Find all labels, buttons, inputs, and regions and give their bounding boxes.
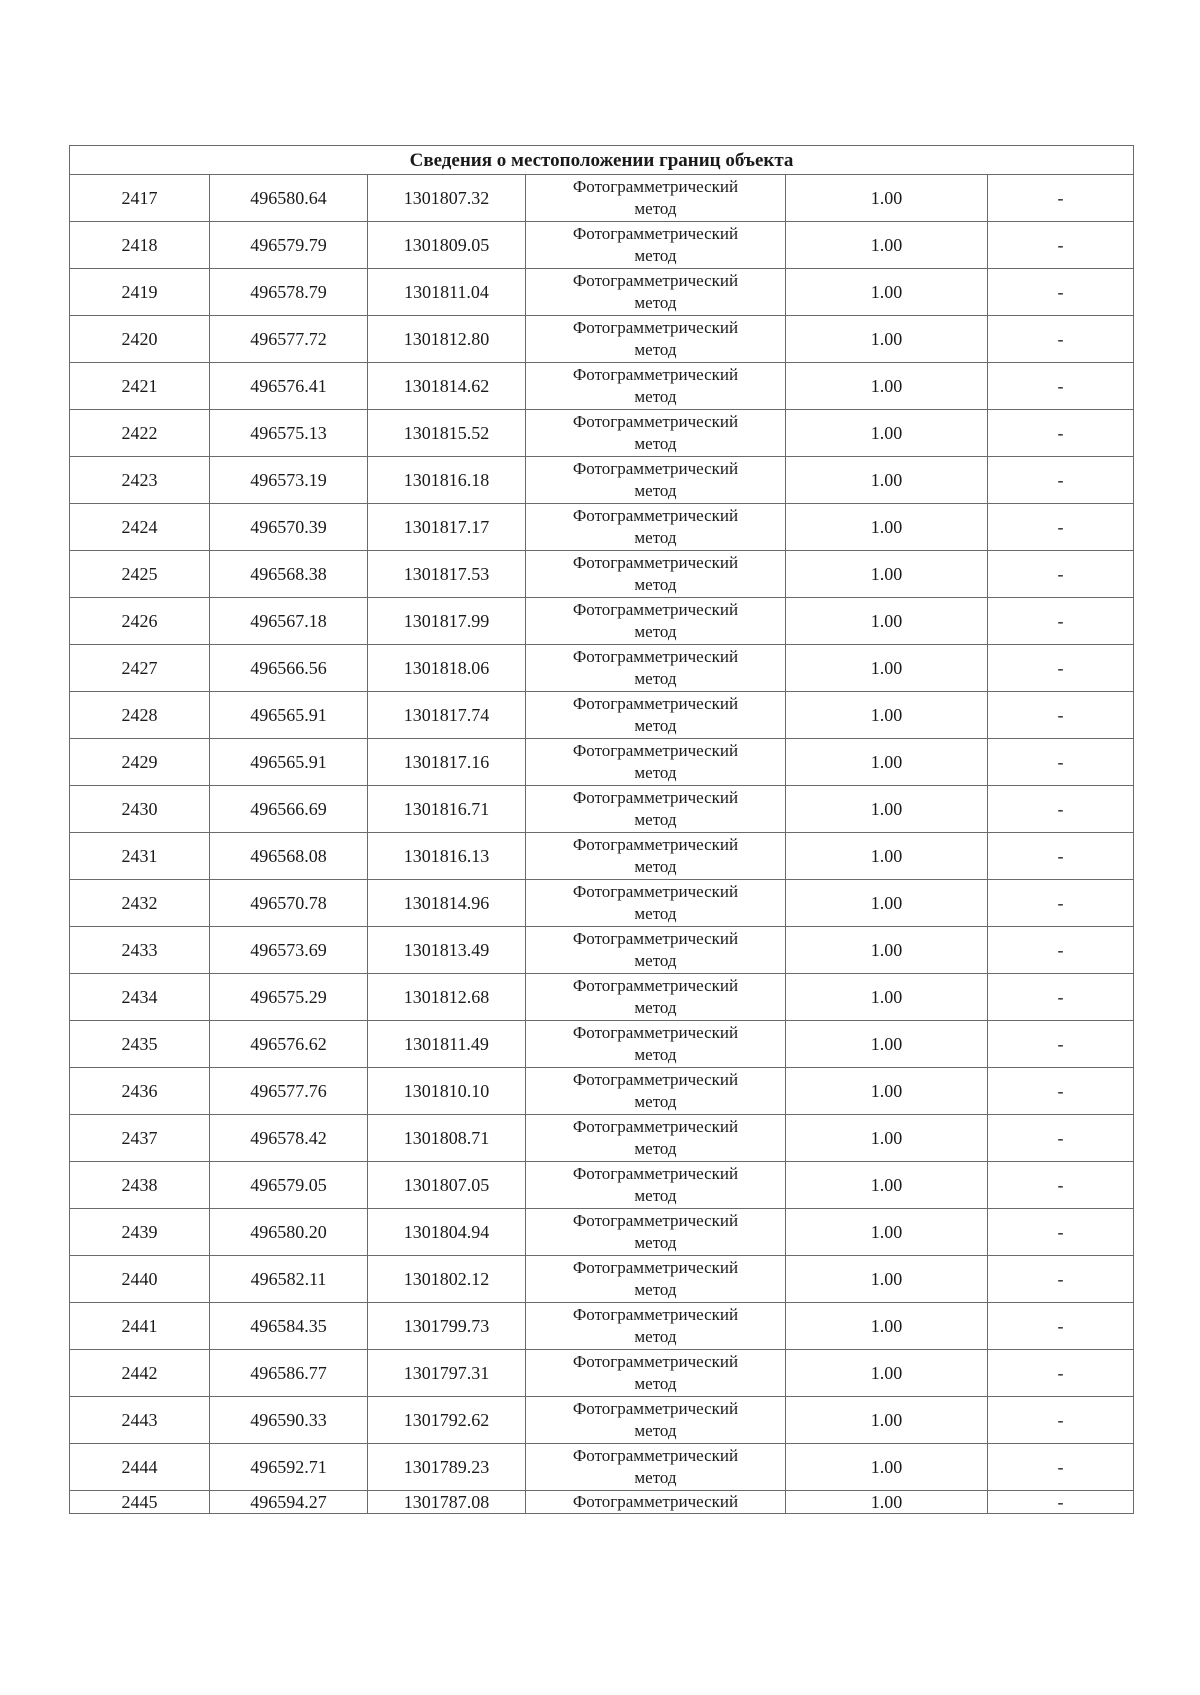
accuracy-cell: 1.00 (786, 504, 988, 551)
method-line-1: Фотограмметрический (572, 365, 739, 384)
method-line-2: метод (634, 199, 677, 218)
note-cell: - (988, 363, 1134, 410)
point-number-cell: 2433 (70, 927, 210, 974)
point-number-cell: 2431 (70, 833, 210, 880)
method-cell (526, 1162, 786, 1209)
note-cell: - (988, 1256, 1134, 1303)
table-row (70, 1491, 1134, 1514)
y-coordinate-cell: 1301814.96 (368, 880, 526, 927)
point-number-cell: 2444 (70, 1444, 210, 1491)
method-line-1: Фотограмметрический (572, 1023, 739, 1042)
point-number-cell: 2436 (70, 1068, 210, 1115)
point-number-cell: 2443 (70, 1397, 210, 1444)
method-cell (526, 1068, 786, 1115)
x-coordinate-cell: 496594.27 (210, 1491, 368, 1514)
note-cell: - (988, 316, 1134, 363)
y-coordinate-cell: 1301817.16 (368, 739, 526, 786)
x-coordinate-cell: 496586.77 (210, 1350, 368, 1397)
x-coordinate-cell: 496565.91 (210, 692, 368, 739)
accuracy-cell: 1.00 (786, 739, 988, 786)
method-line-2: метод (634, 1139, 677, 1158)
table-title-row (70, 146, 1134, 175)
method-line-2: метод (634, 1374, 677, 1393)
y-coordinate-cell: 1301811.49 (368, 1021, 526, 1068)
method-line-2: метод (634, 1045, 677, 1064)
boundary-coordinates-table (69, 145, 1134, 1514)
x-coordinate-cell: 496580.64 (210, 175, 368, 222)
method-line-1: Фотограмметрический (572, 929, 739, 948)
y-coordinate-cell: 1301789.23 (368, 1444, 526, 1491)
method-cell (526, 598, 786, 645)
note-cell: - (988, 739, 1134, 786)
note-cell: - (988, 1397, 1134, 1444)
x-coordinate-cell: 496570.78 (210, 880, 368, 927)
table-body (70, 175, 1134, 1514)
accuracy-cell: 1.00 (786, 786, 988, 833)
method-line-1: Фотограмметрический (572, 1446, 739, 1465)
method-line-2: метод (634, 387, 677, 406)
x-coordinate-cell: 496578.79 (210, 269, 368, 316)
method-cell (526, 457, 786, 504)
y-coordinate-cell: 1301818.06 (368, 645, 526, 692)
accuracy-cell: 1.00 (786, 457, 988, 504)
table-row (70, 410, 1134, 457)
method-line-1: Фотограмметрический (572, 1399, 739, 1418)
method-cell (526, 645, 786, 692)
y-coordinate-cell: 1301787.08 (368, 1491, 526, 1514)
method-cell (526, 1021, 786, 1068)
method-line-1: Фотограмметрический (572, 647, 739, 666)
method-line-1: Фотограмметрический (572, 1070, 739, 1089)
y-coordinate-cell: 1301807.05 (368, 1162, 526, 1209)
y-coordinate-cell: 1301812.68 (368, 974, 526, 1021)
table-row (70, 692, 1134, 739)
x-coordinate-cell: 496568.08 (210, 833, 368, 880)
point-number-cell: 2441 (70, 1303, 210, 1350)
accuracy-cell: 1.00 (786, 1444, 988, 1491)
table-row (70, 316, 1134, 363)
method-line-1: Фотограмметрический (572, 1211, 739, 1230)
accuracy-cell: 1.00 (786, 1068, 988, 1115)
note-cell: - (988, 1491, 1134, 1514)
x-coordinate-cell: 496582.11 (210, 1256, 368, 1303)
method-line-1: Фотограмметрический (572, 1492, 739, 1511)
method-line-2: метод (634, 1468, 677, 1487)
method-cell (526, 363, 786, 410)
y-coordinate-cell: 1301817.74 (368, 692, 526, 739)
method-cell (526, 269, 786, 316)
method-cell (526, 175, 786, 222)
table-row (70, 645, 1134, 692)
note-cell: - (988, 175, 1134, 222)
point-number-cell: 2419 (70, 269, 210, 316)
accuracy-cell: 1.00 (786, 316, 988, 363)
x-coordinate-cell: 496575.29 (210, 974, 368, 1021)
method-cell (526, 1115, 786, 1162)
point-number-cell: 2417 (70, 175, 210, 222)
y-coordinate-cell: 1301792.62 (368, 1397, 526, 1444)
table-row (70, 1115, 1134, 1162)
method-cell (526, 1397, 786, 1444)
method-cell (526, 1303, 786, 1350)
x-coordinate-cell: 496584.35 (210, 1303, 368, 1350)
x-coordinate-cell: 496590.33 (210, 1397, 368, 1444)
x-coordinate-cell: 496576.41 (210, 363, 368, 410)
method-cell (526, 927, 786, 974)
table-row (70, 269, 1134, 316)
method-line-2: метод (634, 716, 677, 735)
method-line-1: Фотограмметрический (572, 318, 739, 337)
method-line-1: Фотограмметрический (572, 600, 739, 619)
table-row (70, 551, 1134, 598)
x-coordinate-cell: 496577.72 (210, 316, 368, 363)
accuracy-cell: 1.00 (786, 363, 988, 410)
point-number-cell: 2435 (70, 1021, 210, 1068)
point-number-cell: 2425 (70, 551, 210, 598)
x-coordinate-cell: 496566.56 (210, 645, 368, 692)
method-line-1: Фотограмметрический (572, 412, 739, 431)
method-line-2: метод (634, 434, 677, 453)
y-coordinate-cell: 1301812.80 (368, 316, 526, 363)
method-line-1: Фотограмметрический (572, 788, 739, 807)
point-number-cell: 2426 (70, 598, 210, 645)
method-line-1: Фотограмметрический (572, 1117, 739, 1136)
method-line-2: метод (634, 1233, 677, 1252)
method-line-2: метод (634, 575, 677, 594)
y-coordinate-cell: 1301811.04 (368, 269, 526, 316)
method-line-1: Фотограмметрический (572, 976, 739, 995)
accuracy-cell: 1.00 (786, 692, 988, 739)
method-cell (526, 1209, 786, 1256)
y-coordinate-cell: 1301816.71 (368, 786, 526, 833)
point-number-cell: 2437 (70, 1115, 210, 1162)
x-coordinate-cell: 496578.42 (210, 1115, 368, 1162)
method-cell (526, 551, 786, 598)
note-cell: - (988, 222, 1134, 269)
method-line-2: метод (634, 951, 677, 970)
accuracy-cell: 1.00 (786, 598, 988, 645)
method-cell (526, 1256, 786, 1303)
y-coordinate-cell: 1301817.99 (368, 598, 526, 645)
note-cell: - (988, 974, 1134, 1021)
accuracy-cell: 1.00 (786, 1256, 988, 1303)
method-line-2: метод (634, 1327, 677, 1346)
accuracy-cell: 1.00 (786, 222, 988, 269)
method-line-1: Фотограмметрический (572, 882, 739, 901)
table-row (70, 504, 1134, 551)
method-line-1: Фотограмметрический (572, 741, 739, 760)
method-line-2: метод (634, 528, 677, 547)
method-line-2: метод (634, 481, 677, 500)
point-number-cell: 2429 (70, 739, 210, 786)
method-cell (526, 739, 786, 786)
table-row (70, 1162, 1134, 1209)
table-row (70, 786, 1134, 833)
y-coordinate-cell: 1301807.32 (368, 175, 526, 222)
y-coordinate-cell: 1301813.49 (368, 927, 526, 974)
table-row (70, 1256, 1134, 1303)
method-line-1: Фотограмметрический (572, 224, 739, 243)
accuracy-cell: 1.00 (786, 1021, 988, 1068)
method-cell (526, 1491, 786, 1514)
note-cell: - (988, 1115, 1134, 1162)
note-cell: - (988, 1350, 1134, 1397)
y-coordinate-cell: 1301810.10 (368, 1068, 526, 1115)
table-row (70, 739, 1134, 786)
x-coordinate-cell: 496565.91 (210, 739, 368, 786)
x-coordinate-cell: 496570.39 (210, 504, 368, 551)
table-row (70, 222, 1134, 269)
point-number-cell: 2428 (70, 692, 210, 739)
x-coordinate-cell: 496579.05 (210, 1162, 368, 1209)
accuracy-cell: 1.00 (786, 1350, 988, 1397)
method-line-1: Фотограмметрический (572, 506, 739, 525)
accuracy-cell: 1.00 (786, 1397, 988, 1444)
note-cell: - (988, 927, 1134, 974)
x-coordinate-cell: 496573.69 (210, 927, 368, 974)
accuracy-cell: 1.00 (786, 551, 988, 598)
x-coordinate-cell: 496576.62 (210, 1021, 368, 1068)
table-row (70, 1303, 1134, 1350)
table-row (70, 927, 1134, 974)
method-line-2: метод (634, 1186, 677, 1205)
table-row (70, 833, 1134, 880)
x-coordinate-cell: 496568.38 (210, 551, 368, 598)
accuracy-cell: 1.00 (786, 927, 988, 974)
point-number-cell: 2442 (70, 1350, 210, 1397)
y-coordinate-cell: 1301815.52 (368, 410, 526, 457)
point-number-cell: 2420 (70, 316, 210, 363)
y-coordinate-cell: 1301797.31 (368, 1350, 526, 1397)
method-line-2: метод (634, 810, 677, 829)
y-coordinate-cell: 1301809.05 (368, 222, 526, 269)
y-coordinate-cell: 1301808.71 (368, 1115, 526, 1162)
accuracy-cell: 1.00 (786, 1162, 988, 1209)
method-line-1: Фотограмметрический (572, 1352, 739, 1371)
y-coordinate-cell: 1301799.73 (368, 1303, 526, 1350)
note-cell: - (988, 1162, 1134, 1209)
x-coordinate-cell: 496575.13 (210, 410, 368, 457)
table-row (70, 1021, 1134, 1068)
accuracy-cell: 1.00 (786, 1491, 988, 1514)
point-number-cell: 2422 (70, 410, 210, 457)
method-cell (526, 410, 786, 457)
method-line-2: метод (634, 1092, 677, 1111)
note-cell: - (988, 692, 1134, 739)
method-line-1: Фотограмметрический (572, 459, 739, 478)
method-line-1: Фотограмметрический (572, 835, 739, 854)
method-line-2: метод (634, 904, 677, 923)
x-coordinate-cell: 496579.79 (210, 222, 368, 269)
method-cell (526, 316, 786, 363)
accuracy-cell: 1.00 (786, 1209, 988, 1256)
y-coordinate-cell: 1301814.62 (368, 363, 526, 410)
method-cell (526, 786, 786, 833)
y-coordinate-cell: 1301816.13 (368, 833, 526, 880)
x-coordinate-cell: 496580.20 (210, 1209, 368, 1256)
point-number-cell: 2427 (70, 645, 210, 692)
method-line-2: метод (634, 622, 677, 641)
accuracy-cell: 1.00 (786, 974, 988, 1021)
method-line-2: метод (634, 246, 677, 265)
table-row (70, 1209, 1134, 1256)
y-coordinate-cell: 1301817.53 (368, 551, 526, 598)
table-row (70, 1068, 1134, 1115)
accuracy-cell: 1.00 (786, 1115, 988, 1162)
method-line-1: Фотограмметрический (572, 177, 739, 196)
method-line-2: метод (634, 1280, 677, 1299)
table-row (70, 457, 1134, 504)
point-number-cell: 2438 (70, 1162, 210, 1209)
method-line-1: Фотограмметрический (572, 1164, 739, 1183)
table-row (70, 1350, 1134, 1397)
table-row (70, 598, 1134, 645)
note-cell: - (988, 833, 1134, 880)
y-coordinate-cell: 1301816.18 (368, 457, 526, 504)
table-row (70, 880, 1134, 927)
y-coordinate-cell: 1301804.94 (368, 1209, 526, 1256)
note-cell: - (988, 645, 1134, 692)
table-title: Сведения о местоположении границ объекта (70, 146, 1134, 175)
note-cell: - (988, 1303, 1134, 1350)
point-number-cell: 2432 (70, 880, 210, 927)
note-cell: - (988, 598, 1134, 645)
accuracy-cell: 1.00 (786, 880, 988, 927)
accuracy-cell: 1.00 (786, 1303, 988, 1350)
method-line-1: Фотограмметрический (572, 1258, 739, 1277)
note-cell: - (988, 786, 1134, 833)
accuracy-cell: 1.00 (786, 269, 988, 316)
x-coordinate-cell: 496592.71 (210, 1444, 368, 1491)
note-cell: - (988, 269, 1134, 316)
table-row (70, 1397, 1134, 1444)
method-cell (526, 833, 786, 880)
point-number-cell: 2434 (70, 974, 210, 1021)
method-line-1: Фотограмметрический (572, 694, 739, 713)
method-line-2: метод (634, 669, 677, 688)
x-coordinate-cell: 496573.19 (210, 457, 368, 504)
note-cell: - (988, 504, 1134, 551)
method-line-1: Фотограмметрический (572, 553, 739, 572)
table-row (70, 175, 1134, 222)
y-coordinate-cell: 1301802.12 (368, 1256, 526, 1303)
method-cell (526, 222, 786, 269)
method-line-2: метод (634, 763, 677, 782)
note-cell: - (988, 1444, 1134, 1491)
table-row (70, 974, 1134, 1021)
table-row (70, 1444, 1134, 1491)
point-number-cell: 2440 (70, 1256, 210, 1303)
note-cell: - (988, 1209, 1134, 1256)
point-number-cell: 2421 (70, 363, 210, 410)
note-cell: - (988, 551, 1134, 598)
note-cell: - (988, 1068, 1134, 1115)
x-coordinate-cell: 496566.69 (210, 786, 368, 833)
method-cell (526, 1350, 786, 1397)
method-cell (526, 1444, 786, 1491)
point-number-cell: 2439 (70, 1209, 210, 1256)
note-cell: - (988, 880, 1134, 927)
point-number-cell: 2423 (70, 457, 210, 504)
y-coordinate-cell: 1301817.17 (368, 504, 526, 551)
method-line-2: метод (634, 340, 677, 359)
table-row (70, 363, 1134, 410)
method-cell (526, 880, 786, 927)
accuracy-cell: 1.00 (786, 410, 988, 457)
note-cell: - (988, 410, 1134, 457)
method-line-2: метод (634, 998, 677, 1017)
method-line-2: метод (634, 857, 677, 876)
method-line-1: Фотограмметрический (572, 1305, 739, 1324)
method-cell (526, 692, 786, 739)
accuracy-cell: 1.00 (786, 645, 988, 692)
x-coordinate-cell: 496567.18 (210, 598, 368, 645)
x-coordinate-cell: 496577.76 (210, 1068, 368, 1115)
method-cell (526, 504, 786, 551)
method-line-2: метод (634, 1421, 677, 1440)
note-cell: - (988, 457, 1134, 504)
point-number-cell: 2424 (70, 504, 210, 551)
method-line-2: метод (634, 293, 677, 312)
point-number-cell: 2418 (70, 222, 210, 269)
method-cell (526, 974, 786, 1021)
note-cell: - (988, 1021, 1134, 1068)
accuracy-cell: 1.00 (786, 175, 988, 222)
point-number-cell: 2445 (70, 1491, 210, 1514)
method-line-1: Фотограмметрический (572, 271, 739, 290)
accuracy-cell: 1.00 (786, 833, 988, 880)
point-number-cell: 2430 (70, 786, 210, 833)
